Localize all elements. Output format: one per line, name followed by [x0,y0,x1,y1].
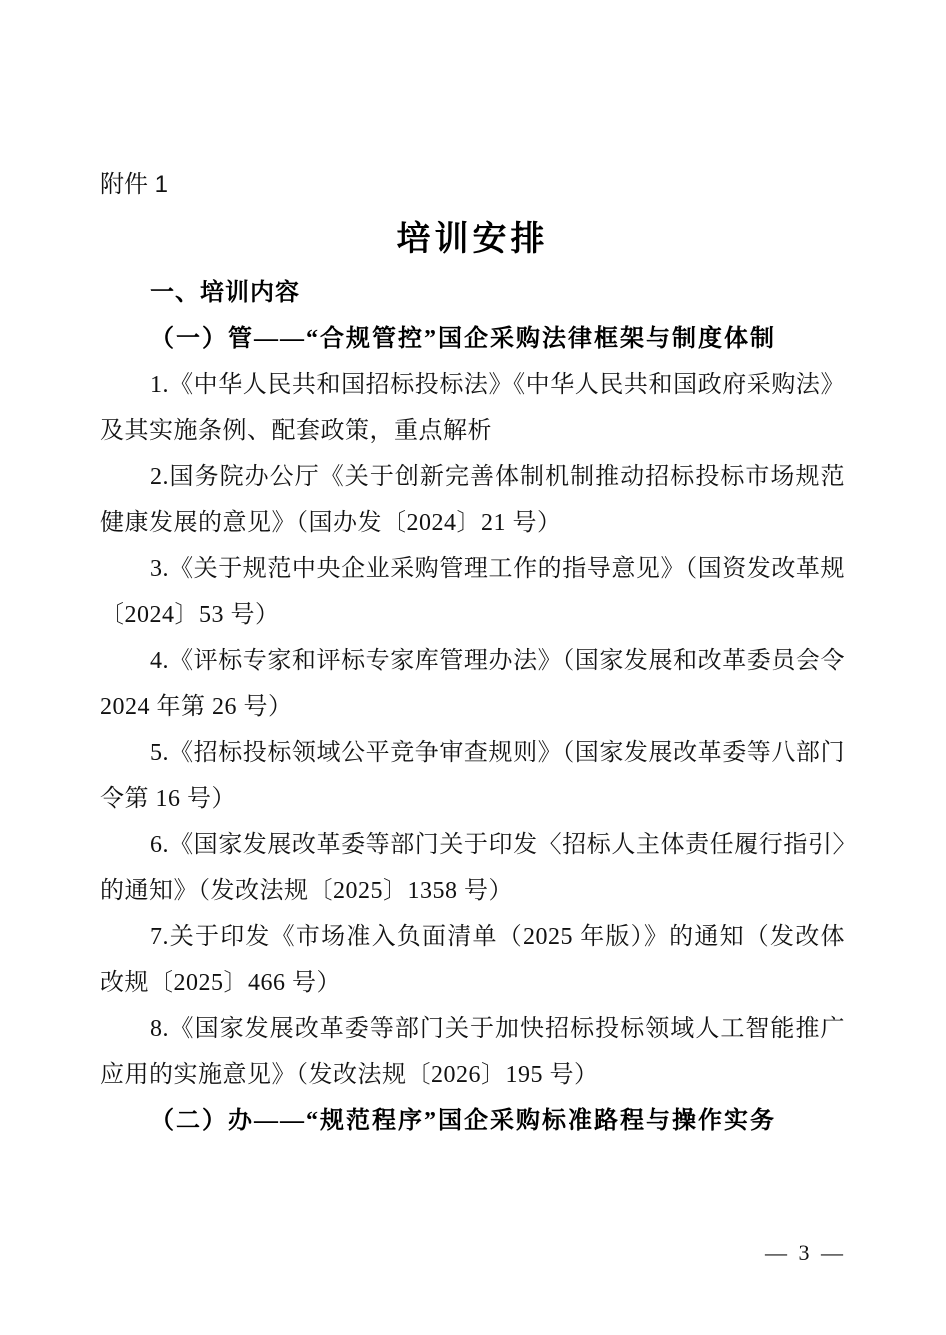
list-item-4: 4.《评标专家和评标专家库管理办法》（国家发展和改革委员会令 2024 年第 26 号） [100,648,845,720]
page-number: — 3 — [765,1240,846,1265]
document-title: 培训安排 [396,221,549,258]
document-body [100,270,845,1144]
list-item-6: 6.《国家发展改革委等部门关于印发〈招标人主体责任履行指引〉的通知》（发改法规〔2025〕1358 号） [100,832,845,904]
attachment-label: 附件 1 [100,171,169,198]
section-heading-training-content: 一、培训内容 [150,279,300,306]
list-item-8: 8.《国家发展改革委等部门关于加快招标投标领域人工智能推广应用的实施意见》（发改法规〔2026〕195 号） [100,1016,845,1088]
list-item-2: 2.国务院办公厅《关于创新完善体制机制推动招标投标市场规范健康发展的意见》（国办发〔2024〕21 号） [100,464,845,536]
list-item-3: 3.《关于规范中央企业采购管理工作的指导意见》（国资发改革规〔2024〕53 号） [100,556,845,628]
subsection-2-heading: （二）办——“规范程序”国企采购标准路程与操作实务 [150,1108,776,1134]
list-item-7: 7.关于印发《市场准入负面清单（2025 年版）》的通知（发改体改规〔2025〕466 号） [100,924,845,996]
list-item-5: 5.《招标投标领域公平竞争审查规则》（国家发展改革委等八部门令第 16 号） [100,740,845,812]
list-item-1: 1.《中华人民共和国招标投标法》《中华人民共和国政府采购法》及其实施条例、配套政策，重点解析 [100,372,845,444]
subsection-1-heading: （一）管——“合规管控”国企采购法律框架与制度体制 [150,326,776,352]
